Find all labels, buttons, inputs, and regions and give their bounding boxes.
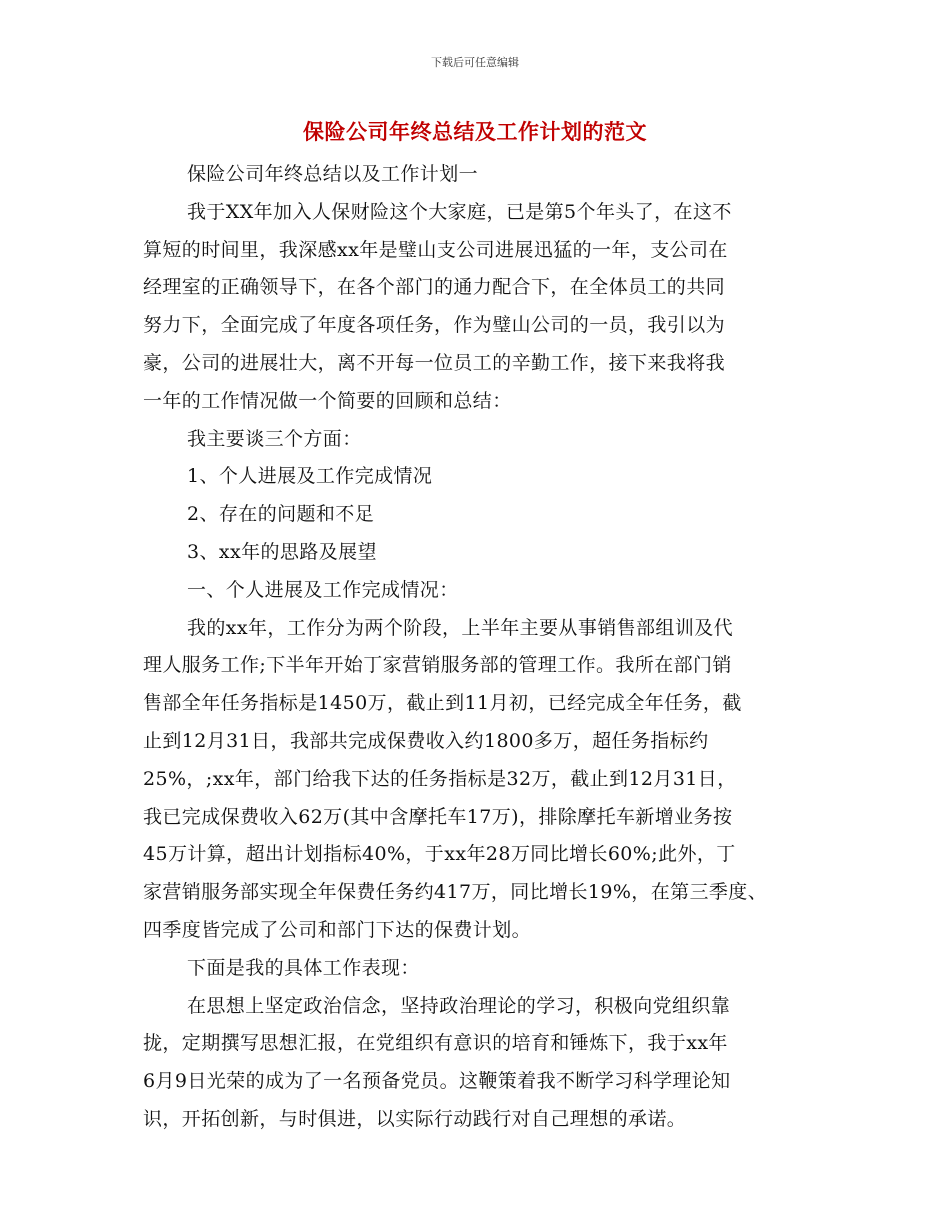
document-title: 保险公司年终总结及工作计划的范文 [303,120,647,144]
paragraph-line: 豪，公司的进展壮大，离不开每一位员工的辛勤工作，接下来我将我 [143,351,726,374]
paragraph-line: 6月9日光荣的成为了一名预备党员。这鞭策着我不断学习科学理论知 [143,1070,731,1093]
paragraph-line: 算短的时间里，我深感xx年是璧山支公司进展迅猛的一年，支公司在 [143,238,728,261]
paragraph-line: 经理室的正确领导下，在各个部门的通力配合下，在全体员工的共同 [143,276,726,299]
paragraph-line: 45万计算，超出计划指标40%，于xx年28万同比增长60%;此外，丁 [143,843,736,866]
paragraph-line: 四季度皆完成了公司和部门下达的保费计划。 [143,918,532,941]
list-item: 3、xx年的思路及展望 [187,540,377,563]
document-body [143,156,823,1139]
paragraph-line: 拢，定期撰写思想汇报，在党组织有意识的培育和锤炼下，我于xx年 [143,1032,728,1055]
paragraph-line: 家营销服务部实现全年保费任务约417万，同比增长19%，在第三季度、 [143,881,768,904]
list-item: 1、个人进展及工作完成情况 [187,465,433,488]
paragraph-line: 努力下，全面完成了年度各项任务，作为璧山公司的一员，我引以为 [143,314,726,337]
paragraph-line: 识，开拓创新，与时俱进，以实际行动践行对自己理想的承诺。 [143,1107,687,1130]
paragraph-line: 我的xx年，工作分为两个阶段，上半年主要从事销售部组训及代 [187,616,734,639]
paragraph-line: 我主要谈三个方面： [187,427,362,450]
paragraph-line: 保险公司年终总结以及工作计划一 [187,163,479,185]
paragraph-line: 下面是我的具体工作表现： [187,956,420,979]
section-heading: 一、个人进展及工作完成情况： [187,578,459,601]
paragraph-line: 我于XX年加入人保财险这个大家庭，已是第5个年头了，在这不 [187,200,732,223]
paragraph-line: 在思想上坚定政治信念，坚持政治理论的学习，积极向党组织靠 [187,994,731,1017]
paragraph-line: 25%，;xx年，部门给我下达的任务指标是32万，截止到12月31日， [143,767,737,790]
paragraph-line: 售部全年任务指标是1450万，截止到11月初，已经完成全年任务，截 [143,692,742,715]
list-item: 2、存在的问题和不足 [187,503,375,526]
paragraph-line: 理人服务工作;下半年开始丁家营销服务部的管理工作。我所在部门销 [143,654,732,677]
header-note: 下载后可任意编辑 [431,56,519,69]
paragraph-line: 止到12月31日，我部共完成保费收入约1800多万，超任务指标约 [143,729,709,752]
paragraph-line: 一年的工作情况做一个简要的回顾和总结： [143,389,512,412]
paragraph-line: 我已完成保费收入62万(其中含摩托车17万)，排除摩托车新增业务按 [143,805,733,828]
